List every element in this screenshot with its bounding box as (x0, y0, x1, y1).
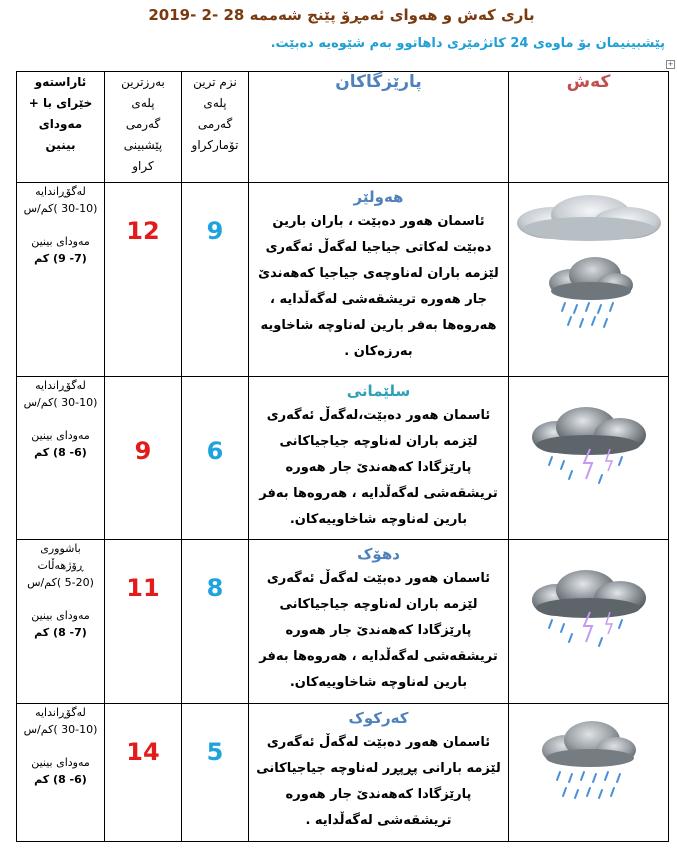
header-high-line: کراو (132, 159, 154, 173)
header-row (17, 72, 669, 183)
header-wind-line: مەودای (38, 117, 83, 131)
visibility-label: مەودای بینین (31, 235, 90, 248)
header-wind-line: ئاراستەو (34, 75, 87, 89)
page-title (0, 6, 677, 24)
weather-icon-cell (509, 540, 669, 704)
city-cell (249, 540, 509, 704)
city-name: سلێمانی (346, 382, 411, 400)
header-cities: پارێزگاکان (249, 72, 509, 183)
header-high-line: گەرمی (125, 117, 161, 131)
weather-icon-cell (509, 377, 669, 540)
visibility-label: مەودای بینین (31, 756, 90, 769)
header-wind-line: بینین (45, 138, 76, 152)
header-high-line: پێشبینی (123, 138, 163, 152)
low-temp: 9 (182, 183, 249, 377)
rain-cloud-icon (541, 253, 637, 337)
table-row (17, 183, 669, 377)
cloud-icon (513, 189, 665, 249)
low-temp: 5 (182, 704, 249, 842)
weather-icon-cell (509, 704, 669, 842)
wind-direction: لەگۆڕاندایە (35, 706, 86, 719)
city-description: ئاسمان هەور دەبێت،لەگەڵ ئەگەری لێزمە باران لەناوچە جیاجیاکانی پارێزگادا کەهەندێ جار هەورە تریشقەشی لەگەڵدایە ، هەروەها بەفر بارین لەناوچە شاخاوییەکان. (259, 408, 498, 527)
wind-speed: (30-10 )کم/س (23, 202, 98, 215)
thunderstorm-icon (526, 554, 652, 668)
high-temp: 14 (105, 704, 182, 842)
weather-icon-cell (509, 183, 669, 377)
wind-cell (17, 540, 105, 704)
high-temp: 11 (105, 540, 182, 704)
header-low-line: نزم ترین (193, 75, 237, 89)
wind-cell (17, 183, 105, 377)
city-description: ئاسمان هەور دەبێت لەگەڵ ئەگەری لێزمە باران لەناوچە جیاجیاکانی پارێزگادا کەهەندێ جار هەورە تریشقەشی لەگەڵدایە ، هەروەها بەفر بارین لەناوچە شاخاوییەکان. (259, 571, 498, 690)
wind-cell (17, 704, 105, 842)
table-row (17, 540, 669, 704)
wind-cell (17, 377, 105, 540)
header-low-line: پلەی (203, 96, 227, 110)
visibility-value: (6- 8) کم (34, 446, 87, 459)
city-name: کەرکوک (348, 709, 409, 727)
city-cell (249, 704, 509, 842)
visibility-label: مەودای بینین (31, 429, 90, 442)
forecast-subtitle: پێشبینیمان بۆ ماوەی 24 کاتژمێری داهاتوو بەم شێوەیە دەبێت. (270, 36, 665, 51)
header-weather: کەش (509, 72, 669, 183)
header-high-temp (105, 72, 182, 183)
header-low-line: تۆمارکراو (191, 138, 239, 152)
city-name: دهۆک (357, 545, 400, 563)
title-text: باری کەش و هەوای ئەمڕۆ پێنج شەممە (249, 6, 535, 24)
wind-direction: لەگۆڕاندایە (35, 379, 86, 392)
wind-speed: (30-10 )کم/س (23, 723, 98, 736)
visibility-value: (7- 9) کم (34, 252, 87, 265)
city-cell (249, 183, 509, 377)
wind-speed: (30-10 )کم/س (23, 396, 98, 409)
header-wind-line: خێرای با + (28, 96, 93, 110)
wind-speed: (5-20 )کم/س (27, 576, 94, 589)
rain-cloud-icon (534, 710, 644, 824)
high-temp: 9 (105, 377, 182, 540)
city-description: ئاسمان هەور دەبێت ، باران بارین دەبێت لەکاتی جیاجیا لەگەڵ ئەگەری لێزمە باران لەناوچەی جیاجیا کەهەندێ جار هەورە تریشقەشی لەگەڵدایە ، هەروەها بەفر بارین لەناوچە شاخاویە بەرزەکان . (258, 214, 499, 359)
wind-direction: لەگۆڕاندایە (35, 185, 86, 198)
city-description: ئاسمان هەور دەبێت لەگەڵ ئەگەری لێزمە بارانی پڕپڕر لەناوچە جیاجیاکانی پارێزگادا کەهەندێ جار هەورە تریشقەشی لەگەڵدایە . (256, 735, 501, 828)
wind-direction: باشووری ڕۆژهەڵات (37, 542, 84, 572)
table-move-handle[interactable]: + (667, 60, 674, 68)
title-date: 2019- 2- 28 (148, 6, 245, 24)
high-temp: 12 (105, 183, 182, 377)
table-row (17, 704, 669, 842)
header-high-line: پلەی (131, 96, 155, 110)
header-high-line: بەرزترین (121, 75, 165, 89)
table-row (17, 377, 669, 540)
thunderstorm-icon (526, 391, 652, 505)
visibility-value: (7- 8) کم (34, 626, 87, 639)
visibility-label: مەودای بینین (31, 609, 90, 622)
visibility-value: (6- 8) کم (34, 773, 87, 786)
low-temp: 6 (182, 377, 249, 540)
header-wind (17, 72, 105, 183)
header-low-line: گەرمی (197, 117, 233, 131)
header-low-temp (182, 72, 249, 183)
city-cell (249, 377, 509, 540)
low-temp: 8 (182, 540, 249, 704)
forecast-table (16, 71, 669, 842)
city-name: هەولێر (353, 188, 404, 206)
